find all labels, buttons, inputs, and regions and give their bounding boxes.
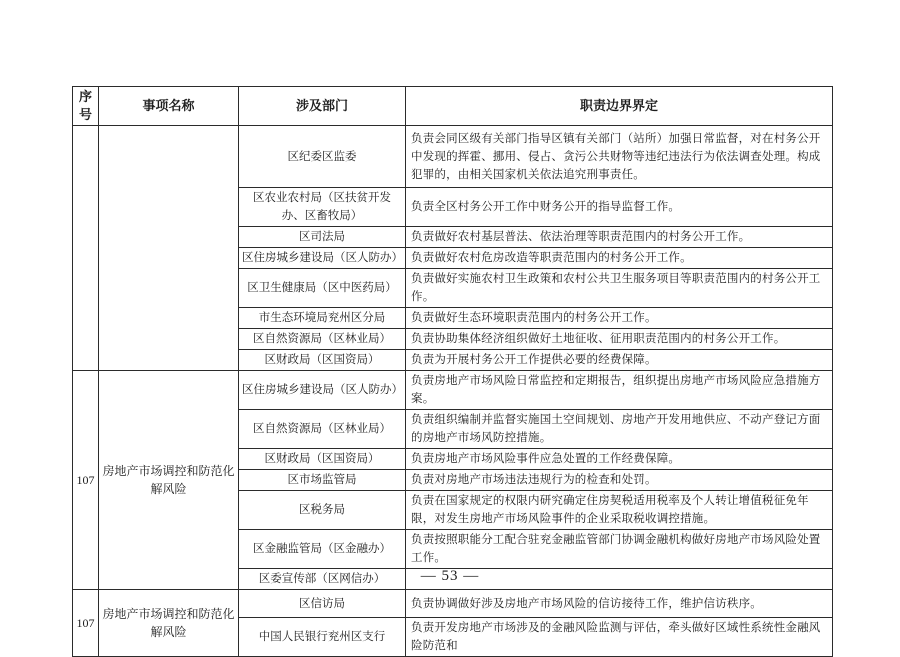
department-cell: 区税务局	[239, 491, 406, 530]
department-cell: 区农业农村局（区扶贫开发办、区畜牧局）	[239, 188, 406, 227]
duty-cell: 负责做好生态环境职责范围内的村务公开工作。	[406, 308, 833, 329]
department-cell: 区财政局（区国资局）	[239, 449, 406, 470]
item-name-cell: 房地产市场调控和防范化解风险	[99, 590, 239, 657]
duty-cell: 负责做好农村基层普法、依法治理等职责范围内的村务公开工作。	[406, 227, 833, 248]
duty-cell: 负责房地产市场风险日常监控和定期报告，组织提出房地产市场风险应急措施方案。	[406, 371, 833, 410]
department-cell: 区自然资源局（区林业局）	[239, 329, 406, 350]
duty-cell: 负责做好农村危房改造等职责范围内的村务公开工作。	[406, 248, 833, 269]
duty-cell: 负责协调做好涉及房地产市场风险的信访接待工作，维护信访秩序。	[406, 590, 833, 618]
page-number: — 53 —	[420, 568, 480, 584]
header-item-name: 事项名称	[99, 87, 239, 126]
item-name-cell	[99, 126, 239, 371]
department-cell: 区金融监管局（区金融办）	[239, 530, 406, 569]
header-duty-boundary: 职责边界界定	[406, 87, 833, 126]
duty-cell: 负责协助集体经济组织做好土地征收、征用职责范围内的村务公开工作。	[406, 329, 833, 350]
duty-cell: 负责组织编制并监督实施国土空间规划、房地产开发用地供应、不动产登记方面的房地产市场风防控措施。	[406, 410, 833, 449]
duty-cell: 负责全区村务公开工作中财务公开的指导监督工作。	[406, 188, 833, 227]
department-cell: 区纪委区监委	[239, 126, 406, 188]
department-cell: 区住房城乡建设局（区人防办）	[239, 371, 406, 410]
duty-cell: 负责房地产市场风险事件应急处置的工作经费保障。	[406, 449, 833, 470]
department-cell: 区财政局（区国资局）	[239, 350, 406, 371]
item-name-cell: 房地产市场调控和防范化解风险	[99, 371, 239, 590]
duty-cell: 负责做好实施农村卫生政策和农村公共卫生服务项目等职责范围内的村务公开工作。	[406, 269, 833, 308]
department-cell: 区自然资源局（区林业局）	[239, 410, 406, 449]
department-cell: 区卫生健康局（区中医药局）	[239, 269, 406, 308]
duty-cell: 负责为开展村务公开工作提供必要的经费保障。	[406, 350, 833, 371]
header-departments: 涉及部门	[239, 87, 406, 126]
duty-cell: 负责会同区级有关部门指导区镇有关部门（站所）加强日常监督，对在村务公开中发现的挥霍、挪用、侵占、贪污公共财物等违纪违法行为依法调查处理。构成犯罪的，由相关国家机关依法追究刑事责任。	[406, 126, 833, 188]
row-number-cell	[73, 126, 99, 371]
duty-cell: 负责开发房地产市场涉及的金融风险监测与评估，牵头做好区域性系统性金融风险防范和	[406, 618, 833, 657]
department-cell: 市生态环境局兖州区分局	[239, 308, 406, 329]
row-number-cell: 107	[73, 371, 99, 590]
department-cell: 中国人民银行兖州区支行	[239, 618, 406, 657]
department-cell: 区住房城乡建设局（区人防办）	[239, 248, 406, 269]
table-row	[73, 590, 833, 618]
duty-cell: 负责在国家规定的权限内研究确定住房契税适用税率及个人转让增值税征免年限，对发生房地产市场风险事件的企业采取税收调控措施。	[406, 491, 833, 530]
row-number-cell: 107	[73, 590, 99, 657]
duty-cell: 负责对房地产市场违法违规行为的检查和处罚。	[406, 470, 833, 491]
department-cell: 区司法局	[239, 227, 406, 248]
table-row	[73, 371, 833, 410]
department-cell: 区市场监管局	[239, 470, 406, 491]
department-cell: 区信访局	[239, 590, 406, 618]
department-cell: 区委宣传部（区网信办）	[239, 569, 406, 590]
table-header-row	[73, 87, 833, 126]
table-row	[73, 126, 833, 188]
header-serial-number: 序号	[73, 87, 99, 126]
duty-cell: 负责按照职能分工配合驻兖金融监管部门协调金融机构做好房地产市场风险处置工作。	[406, 530, 833, 569]
